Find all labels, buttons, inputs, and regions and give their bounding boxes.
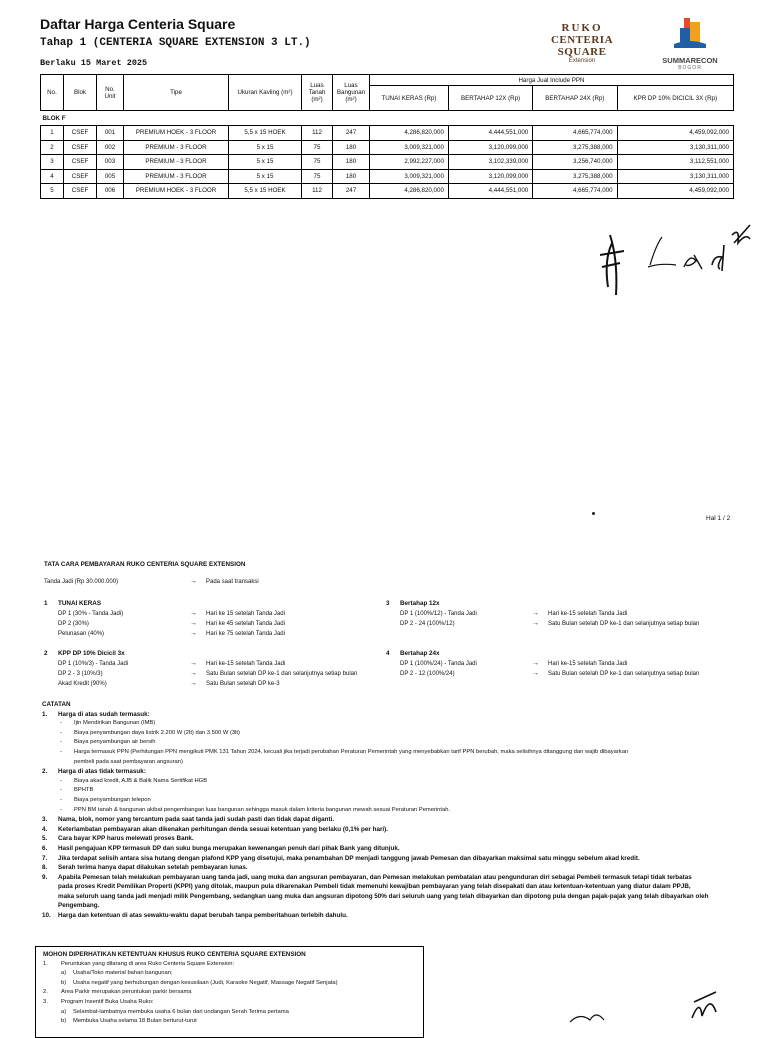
note-9-number: 9. — [42, 873, 48, 881]
cell-tipe: PREMIUM HOEK - 3 FLOOR — [124, 184, 229, 199]
cell-tanah: 75 — [302, 169, 333, 184]
note-text: Cara bayar KPP harus melewati proses Bank. — [58, 835, 194, 843]
logo-line-3: Extension — [568, 58, 596, 64]
s1-item-when: Hari ke 15 setelah Tanda Jadi — [206, 611, 285, 617]
col-kpr: KPR DP 10% DICICIL 3X (Rp) — [617, 86, 733, 111]
arrow-icon: → — [532, 660, 539, 667]
tanda-jadi-when: Pada saat transaksi — [206, 579, 259, 585]
cell-bangunan: 180 — [333, 155, 370, 170]
col-unit: No. Unit — [97, 75, 124, 111]
note-9-line: Pengembang. — [58, 902, 100, 910]
term-1-number: 1. — [43, 960, 48, 967]
note-number: 6. — [42, 844, 48, 852]
signature-image-bottom — [560, 990, 730, 1024]
s2-item-label: DP 2 - 3 (10%/3) — [58, 671, 103, 677]
cell-ukuran: 5 x 15 — [229, 155, 302, 170]
term-2: Area Parkir merupakan peruntukan parkir bersama — [61, 989, 192, 996]
s2-item-when: Hari ke-15 setelah Tanda Jadi — [206, 661, 286, 667]
note-item — [42, 863, 742, 873]
note-number: 3. — [42, 816, 48, 824]
catatan-title: CATATAN — [42, 701, 71, 708]
special-terms-box — [35, 946, 424, 1038]
cell-b24: 4,665,774,000 — [533, 126, 617, 141]
table-row — [41, 126, 734, 141]
cell-bangunan: 180 — [333, 140, 370, 155]
term-1b: Usaha negatif yang berhubungan dengan kesusilaan (Judi, Karaoke Negatif, Massage Negatif Senjata) — [73, 979, 338, 986]
special-terms-title: MOHON DIPERHATIKAN KETENTUAN KHUSUS RUKO CENTERIA SQUARE EXTENSION — [43, 951, 306, 958]
note-subitem-text: BPHTB — [74, 787, 94, 794]
cell-ukuran: 5,5 x 15 HOEK — [229, 184, 302, 199]
cell-blok: CSEF — [64, 140, 97, 155]
effective-date: Berlaku 15 Maret 2025 — [40, 58, 148, 68]
s3-title: Bertahap 12x — [400, 600, 440, 607]
cell-unit: 005 — [97, 169, 124, 184]
term-3a-number: a) — [61, 1008, 67, 1015]
cell-blok: CSEF — [64, 169, 97, 184]
page-title: Daftar Harga Centeria Square — [40, 16, 236, 32]
s2-item — [58, 669, 388, 679]
col-harga: Harga Jual Include PPN — [370, 75, 734, 86]
note-subitem-text: Ijin Mendirikan Bangunan (IMB) — [74, 720, 156, 727]
payment-title: TATA CARA PEMBAYARAN RUKO CENTERIA SQUARE EXTENSION — [44, 561, 246, 568]
s1-list — [58, 609, 388, 639]
arrow-icon: → — [190, 630, 197, 637]
dash-bullet: - — [60, 777, 62, 784]
term-3a: Selambat-lambatnya membuka usaha 6 bulan dari undangan Serah Terima pertama — [73, 1008, 289, 1015]
price-table — [40, 74, 734, 199]
cell-kpr: 4,459,092,000 — [617, 184, 733, 199]
cell-tunai: 4,286,820,000 — [370, 126, 449, 141]
note-1-items — [42, 719, 742, 767]
cell-blok: CSEF — [64, 155, 97, 170]
dash-bullet: - — [60, 787, 62, 794]
col-bertahap-12: BERTAHAP 12X (Rp) — [448, 86, 532, 111]
s3-item-when: Hari ke-15 setelah Tanda Jadi — [548, 611, 628, 617]
s3-item-label: DP 2 - 24 (100%/12) — [400, 621, 455, 627]
cell-tipe: PREMIUM - 3 FLOOR — [124, 155, 229, 170]
s1-item — [58, 609, 388, 619]
s3-number: 3 — [386, 600, 390, 607]
s2-item-label: Akad Kredit (90%) — [58, 681, 107, 687]
notes-3-8 — [42, 815, 742, 873]
s1-item — [58, 629, 388, 639]
cell-tanah: 112 — [302, 126, 333, 141]
s4-item-label: DP 2 - 12 (100%/24) — [400, 671, 455, 677]
cell-tunai: 3,009,321,000 — [370, 169, 449, 184]
logo-line-1: RUKO — [561, 22, 603, 34]
note-1-text: Harga di atas sudah termasuk: — [58, 710, 150, 718]
note-number: 4. — [42, 825, 48, 833]
table-row — [41, 140, 734, 155]
cell-ukuran: 5,5 x 15 HOEK — [229, 126, 302, 141]
s2-item-label: DP 1 (10%/3) - Tanda Jadi — [58, 661, 129, 667]
col-ukuran: Ukuran Kavling (m²) — [229, 75, 302, 111]
stray-dot — [592, 512, 595, 515]
term-3-number: 3. — [43, 998, 48, 1005]
s2-list — [58, 659, 388, 689]
note-item — [42, 815, 742, 825]
s3-item-when: Satu Bulan setelah DP ke-1 dan selanjutnya setiap bulan — [548, 621, 700, 627]
dash-bullet: - — [60, 806, 62, 813]
logo-line-2: CENTERIA SQUARE — [550, 34, 614, 58]
note-2-items — [42, 777, 742, 815]
note-subitem — [42, 738, 742, 748]
col-bertahap-24: BERTAHAP 24X (Rp) — [533, 86, 617, 111]
summarecon-logo — [660, 16, 720, 71]
arrow-icon: → — [190, 620, 197, 627]
cell-b12: 3,102,339,000 — [448, 155, 532, 170]
arrow-icon: → — [190, 578, 197, 585]
term-1b-number: b) — [61, 979, 67, 986]
note-subitem — [42, 806, 742, 816]
note-subitem — [42, 777, 742, 787]
s2-item — [58, 679, 388, 689]
cell-ukuran: 5 x 15 — [229, 140, 302, 155]
note-subitem — [42, 758, 742, 768]
s1-title: TUNAI KERAS — [58, 600, 102, 607]
note-subitem-text: pembeli pada saat pembayaran angsuran) — [74, 758, 183, 765]
note-subitem — [42, 748, 742, 758]
note-subitem-text: Biaya penyambungan air bersih — [74, 739, 156, 746]
cell-tanah: 112 — [302, 184, 333, 199]
note-9-text — [58, 873, 708, 911]
note-subitem-text: Harga termasuk PPN (Perhitungan PPN mengikuti PMK 131 Tahun 2024, kecuali jika terjadi perubahan Peraturan Pemerintah yang menyebabkan tarif PPN berubah, maka selisihnya ditanggung dan wajib dibayarkan — [74, 748, 629, 755]
s3-item-label: DP 1 (100%/12) - Tanda Jadi — [400, 611, 477, 617]
arrow-icon: → — [190, 610, 197, 617]
cell-kpr: 3,112,551,000 — [617, 155, 733, 170]
summarecon-emblem-icon — [670, 16, 710, 50]
cell-tanah: 75 — [302, 155, 333, 170]
note-9-line: Apabila Pemesan telah melakukan pembayaran uang tanda jadi, uang muka dan angsuran pembayaran, dan Pemesan melakukan pembatalan atau pengunduran diri sebagai Pembeli termasuk tetapi tidak terbatas — [58, 873, 692, 881]
cell-tipe: PREMIUM HOEK - 3 FLOOR — [124, 126, 229, 141]
summarecon-city: BOGOR — [678, 65, 702, 71]
cell-bangunan: 247 — [333, 126, 370, 141]
ruko-centeria-logo — [530, 22, 634, 64]
cell-unit: 001 — [97, 126, 124, 141]
cell-no: 3 — [41, 155, 64, 170]
term-3b-number: b) — [61, 1018, 67, 1025]
page-number: Hal 1 / 2 — [706, 515, 731, 522]
note-item — [42, 854, 742, 864]
term-1: Peruntukan yang dilarang di area Ruko Centeria Square Extension: — [61, 960, 235, 967]
arrow-icon: → — [190, 680, 197, 687]
cell-bangunan: 247 — [333, 184, 370, 199]
arrow-icon: → — [532, 620, 539, 627]
note-subitem-text: PPN BM tanah & bangunan akibat pengembangan luas bangunan sehingga masuk dalam kriteria bangunan mewah sesuai Peraturan Pemerintah. — [74, 806, 451, 813]
cell-tipe: PREMIUM - 3 FLOOR — [124, 140, 229, 155]
s4-number: 4 — [386, 650, 390, 657]
s4-item-when: Hari ke-15 setelah Tanda Jadi — [548, 661, 628, 667]
cell-blok: CSEF — [64, 126, 97, 141]
note-item — [42, 834, 742, 844]
col-tanah: Luas Tanah (m²) — [302, 75, 333, 111]
cell-b12: 4,444,551,000 — [448, 126, 532, 141]
note-subitem-text: Biaya penyambungan telepon — [74, 796, 151, 803]
col-tunai: TUNAI KERAS (Rp) — [370, 86, 449, 111]
s1-item-label: DP 2 (30%) — [58, 621, 89, 627]
cell-kpr: 3,130,311,000 — [617, 140, 733, 155]
col-no: No. — [41, 75, 64, 111]
s3-item — [400, 609, 740, 619]
s1-item-when: Hari ke 75 setelah Tanda Jadi — [206, 631, 285, 637]
note-9-line: maka seluruh uang tanda jadi menjadi milik Pengembang, sedangkan uang muka dan angsuran dipotong 50% dari seluruh uang yang telah dibayarkan dan dipotong pula dengan pajak-pajak yang telah dibayarkan oleh — [58, 892, 709, 900]
cell-b24: 4,665,774,000 — [533, 184, 617, 199]
s4-item-when: Satu Bulan setelah DP ke-1 dan selanjutnya setiap bulan — [548, 671, 700, 677]
note-text: Jika terdapat selisih antara sisa hutang dengan plafond KPP yang disetujui, maka penambahan DP menjadi tanggung jawab Pemesan dan dibayarkan maksimal satu minggu sebelum akad kredit. — [58, 854, 640, 862]
catatan-section — [42, 700, 742, 921]
note-subitem — [42, 719, 742, 729]
payment-section — [44, 560, 744, 700]
note-subitem-text: Biaya penyambungan daya listrik 2.200 W (2lt) dan 3.500 W (3lt) — [74, 729, 240, 736]
note-1-number: 1. — [42, 710, 48, 718]
note-text: Serah terima hanya dapat dilakukan setelah pembayaran lunas. — [58, 864, 248, 872]
cell-tunai: 4,286,820,000 — [370, 184, 449, 199]
note-9-line: pada proses Kredit Pemilikan Properti (KPPI) yang ditolak, maupun pula dikarenakan Pembeli tidak memenuhi kewajiban pembayaran yang telah disepakati dan atau ketentuan-ketentuan yang diatur dalam PPJB, — [58, 883, 691, 891]
cell-b24: 3,275,388,000 — [533, 169, 617, 184]
dash-bullet: - — [60, 739, 62, 746]
cell-kpr: 4,459,092,000 — [617, 126, 733, 141]
note-number: 8. — [42, 864, 48, 872]
note-10-text: Harga dan ketentuan di atas sewaktu-waktu dapat berubah tanpa pemberitahuan terlebih dahulu. — [58, 912, 348, 920]
note-2-number: 2. — [42, 768, 48, 776]
table-row — [41, 169, 734, 184]
cell-unit: 003 — [97, 155, 124, 170]
cell-tipe: PREMIUM - 3 FLOOR — [124, 169, 229, 184]
s1-number: 1 — [44, 600, 48, 607]
s1-item-label: DP 1 (30% - Tanda Jadi) — [58, 611, 124, 617]
cell-tunai: 2,992,227,000 — [370, 155, 449, 170]
s1-item-when: Hari ke 45 setelah Tanda Jadi — [206, 621, 285, 627]
col-blok: Blok — [64, 75, 97, 111]
term-1a: Usaha/Toko material bahan bangunan; — [73, 970, 173, 977]
cell-blok: CSEF — [64, 184, 97, 199]
s2-number: 2 — [44, 650, 48, 657]
cell-no: 5 — [41, 184, 64, 199]
tanda-jadi-label: Tanda Jadi (Rp 30.000.000) — [44, 579, 119, 585]
note-subitem-text: Biaya akad kredit, AJB & Balik Nama Sertifikat HGB — [74, 777, 208, 784]
col-tipe: Tipe — [124, 75, 229, 111]
cell-b24: 3,275,388,000 — [533, 140, 617, 155]
cell-b12: 4,444,551,000 — [448, 184, 532, 199]
cell-no: 4 — [41, 169, 64, 184]
dash-bullet: - — [60, 729, 62, 736]
table-row — [41, 155, 734, 170]
arrow-icon: → — [190, 660, 197, 667]
note-subitem — [42, 786, 742, 796]
cell-tanah: 75 — [302, 140, 333, 155]
cell-b12: 3,120,099,000 — [448, 169, 532, 184]
note-number: 7. — [42, 854, 48, 862]
note-item — [42, 844, 742, 854]
note-number: 5. — [42, 835, 48, 843]
note-2-text: Harga di atas tidak termasuk: — [58, 768, 146, 776]
note-subitem — [42, 796, 742, 806]
cell-ukuran: 5 x 15 — [229, 169, 302, 184]
note-text: Nama, blok, nomor yang tercantum pada saat tanda jadi sudah pasti dan tidak dapat diganti. — [58, 816, 335, 824]
dash-bullet: - — [60, 748, 62, 755]
s4-title: Bertahap 24x — [400, 650, 440, 657]
cell-no: 2 — [41, 140, 64, 155]
cell-tunai: 3,009,321,000 — [370, 140, 449, 155]
cell-kpr: 3,130,311,000 — [617, 169, 733, 184]
s2-title: KPP DP 10% Dicicil 3x — [58, 650, 125, 657]
s3-list — [400, 609, 740, 629]
note-subitem — [42, 729, 742, 739]
s4-item — [400, 669, 740, 679]
s4-list — [400, 659, 740, 679]
arrow-icon: → — [532, 610, 539, 617]
s1-item-label: Pelunasan (40%) — [58, 631, 105, 637]
note-10-number: 10. — [42, 912, 51, 920]
term-3: Program Insentif Buka Usaha Ruko: — [61, 998, 154, 1005]
table-row — [41, 184, 734, 199]
signature-image — [590, 215, 768, 305]
cell-b12: 3,120,099,000 — [448, 140, 532, 155]
s2-item-when: Satu Bulan setelah DP ke-3 — [206, 681, 280, 687]
blok-label: BLOK F — [41, 111, 734, 126]
arrow-icon: → — [190, 670, 197, 677]
note-text: Hasil pengajuan KPP termasuk DP dan suku bunga merupakan kewenangan penuh dari pihak Bank yang ditunjuk. — [58, 844, 400, 852]
cell-bangunan: 180 — [333, 169, 370, 184]
cell-no: 1 — [41, 126, 64, 141]
page-subtitle: Tahap 1 (CENTERIA SQUARE EXTENSION 3 LT.) — [40, 37, 311, 49]
cell-b24: 3,256,740,000 — [533, 155, 617, 170]
cell-unit: 002 — [97, 140, 124, 155]
s2-item — [58, 659, 388, 669]
dash-bullet: - — [60, 796, 62, 803]
note-item — [42, 825, 742, 835]
s4-item — [400, 659, 740, 669]
summarecon-name: SUMMARECON — [662, 56, 718, 65]
s4-item-label: DP 1 (100%/24) - Tanda Jadi — [400, 661, 477, 667]
s2-item-when: Satu Bulan setelah DP ke-1 dan selanjutnya setiap bulan — [206, 671, 358, 677]
cell-unit: 006 — [97, 184, 124, 199]
dash-bullet: - — [60, 720, 62, 727]
s1-item — [58, 619, 388, 629]
term-1a-number: a) — [61, 970, 67, 977]
term-2-number: 2. — [43, 989, 48, 996]
term-3b: Membuka Usaha selama 18 Bulan berturut-turut — [73, 1018, 197, 1025]
arrow-icon: → — [532, 670, 539, 677]
col-bangunan: Luas Bangunan (m²) — [333, 75, 370, 111]
note-text: Keterlambatan pembayaran akan dikenakan perhitungan denda sesuai ketentuan yang berlaku (0,1% per hari). — [58, 825, 388, 833]
s3-item — [400, 619, 740, 629]
